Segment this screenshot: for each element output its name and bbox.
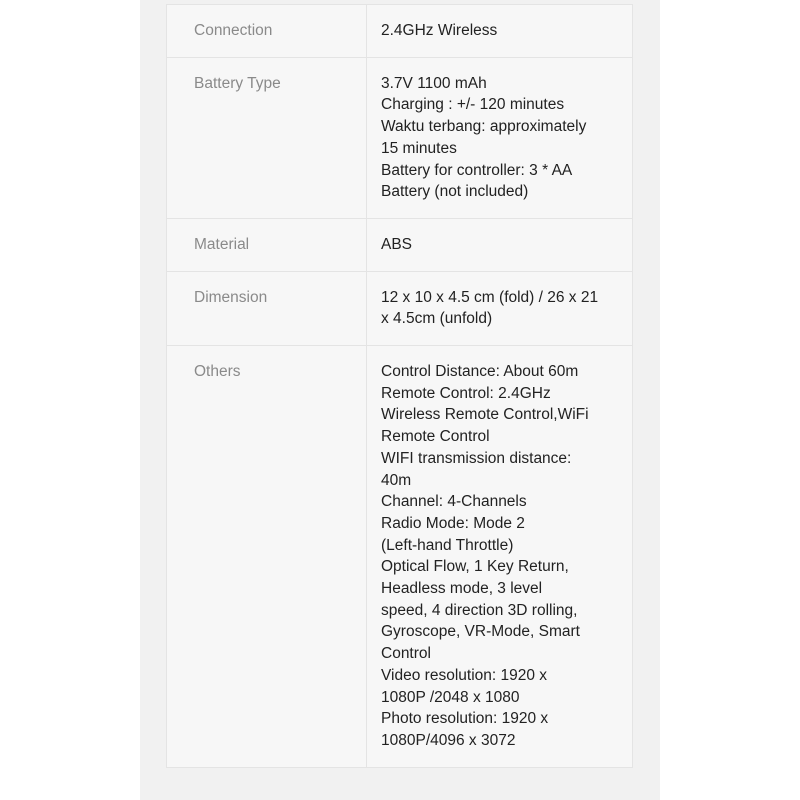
spec-value-line: (Left-hand Throttle) [381,536,514,554]
spec-value-line: 40m [381,471,412,489]
spec-value-line: 1080P/4096 x 3072 [381,731,516,749]
spec-value [367,57,633,218]
spec-value-line: 15 minutes [381,139,457,157]
spec-value-line: ABS [381,235,413,253]
spec-value-line: speed, 4 direction 3D rolling, [381,601,578,619]
spec-value-line: 1080P /2048 x 1080 [381,688,520,706]
spec-label: Dimension [167,271,367,345]
spec-value-line: Charging : +/- 120 minutes [381,96,565,114]
spec-row-material [167,218,633,271]
spec-row-battery-type [167,57,633,218]
spec-value-line: Waktu terbang: approximately [381,118,587,136]
spec-row-others [167,346,633,768]
spec-value-line: Channel: 4-Channels [381,493,527,511]
spec-table [166,4,633,768]
spec-value-line: 3.7V 1100 mAh [381,74,487,92]
spec-label: Others [167,346,367,768]
spec-value [367,346,633,768]
spec-value-line: Headless mode, 3 level [381,580,543,598]
spec-value-line: WIFI transmission distance: [381,449,572,467]
spec-label: Battery Type [167,57,367,218]
spec-value-line: Optical Flow, 1 Key Return, [381,558,569,576]
spec-value-line: Remote Control [381,428,490,446]
spec-row-connection [167,5,633,58]
spec-value-line: Video resolution: 1920 x [381,666,548,684]
spec-value-line: Remote Control: 2.4GHz [381,384,551,402]
spec-label: Material [167,218,367,271]
spec-value-line: 12 x 10 x 4.5 cm (fold) / 26 x 21 [381,288,599,306]
spec-value-line: Battery (not included) [381,183,529,201]
spec-value-line: Gyroscope, VR-Mode, Smart [381,623,580,641]
spec-label: Connection [167,5,367,58]
spec-value-line: Battery for controller: 3 * AA [381,161,573,179]
spec-row-dimension [167,271,633,345]
spec-value-line: Control [381,645,431,663]
spec-value-line: Control Distance: About 60m [381,363,579,381]
spec-value-line: Photo resolution: 1920 x [381,710,549,728]
spec-value-line: 2.4GHz Wireless [381,22,498,39]
spec-value-line: Radio Mode: Mode 2 [381,514,525,532]
spec-value-line: x 4.5cm (unfold) [381,310,493,328]
spec-value [367,5,633,58]
spec-value [367,218,633,271]
spec-value [367,271,633,345]
spec-value-line: Wireless Remote Control,WiFi [381,406,589,424]
